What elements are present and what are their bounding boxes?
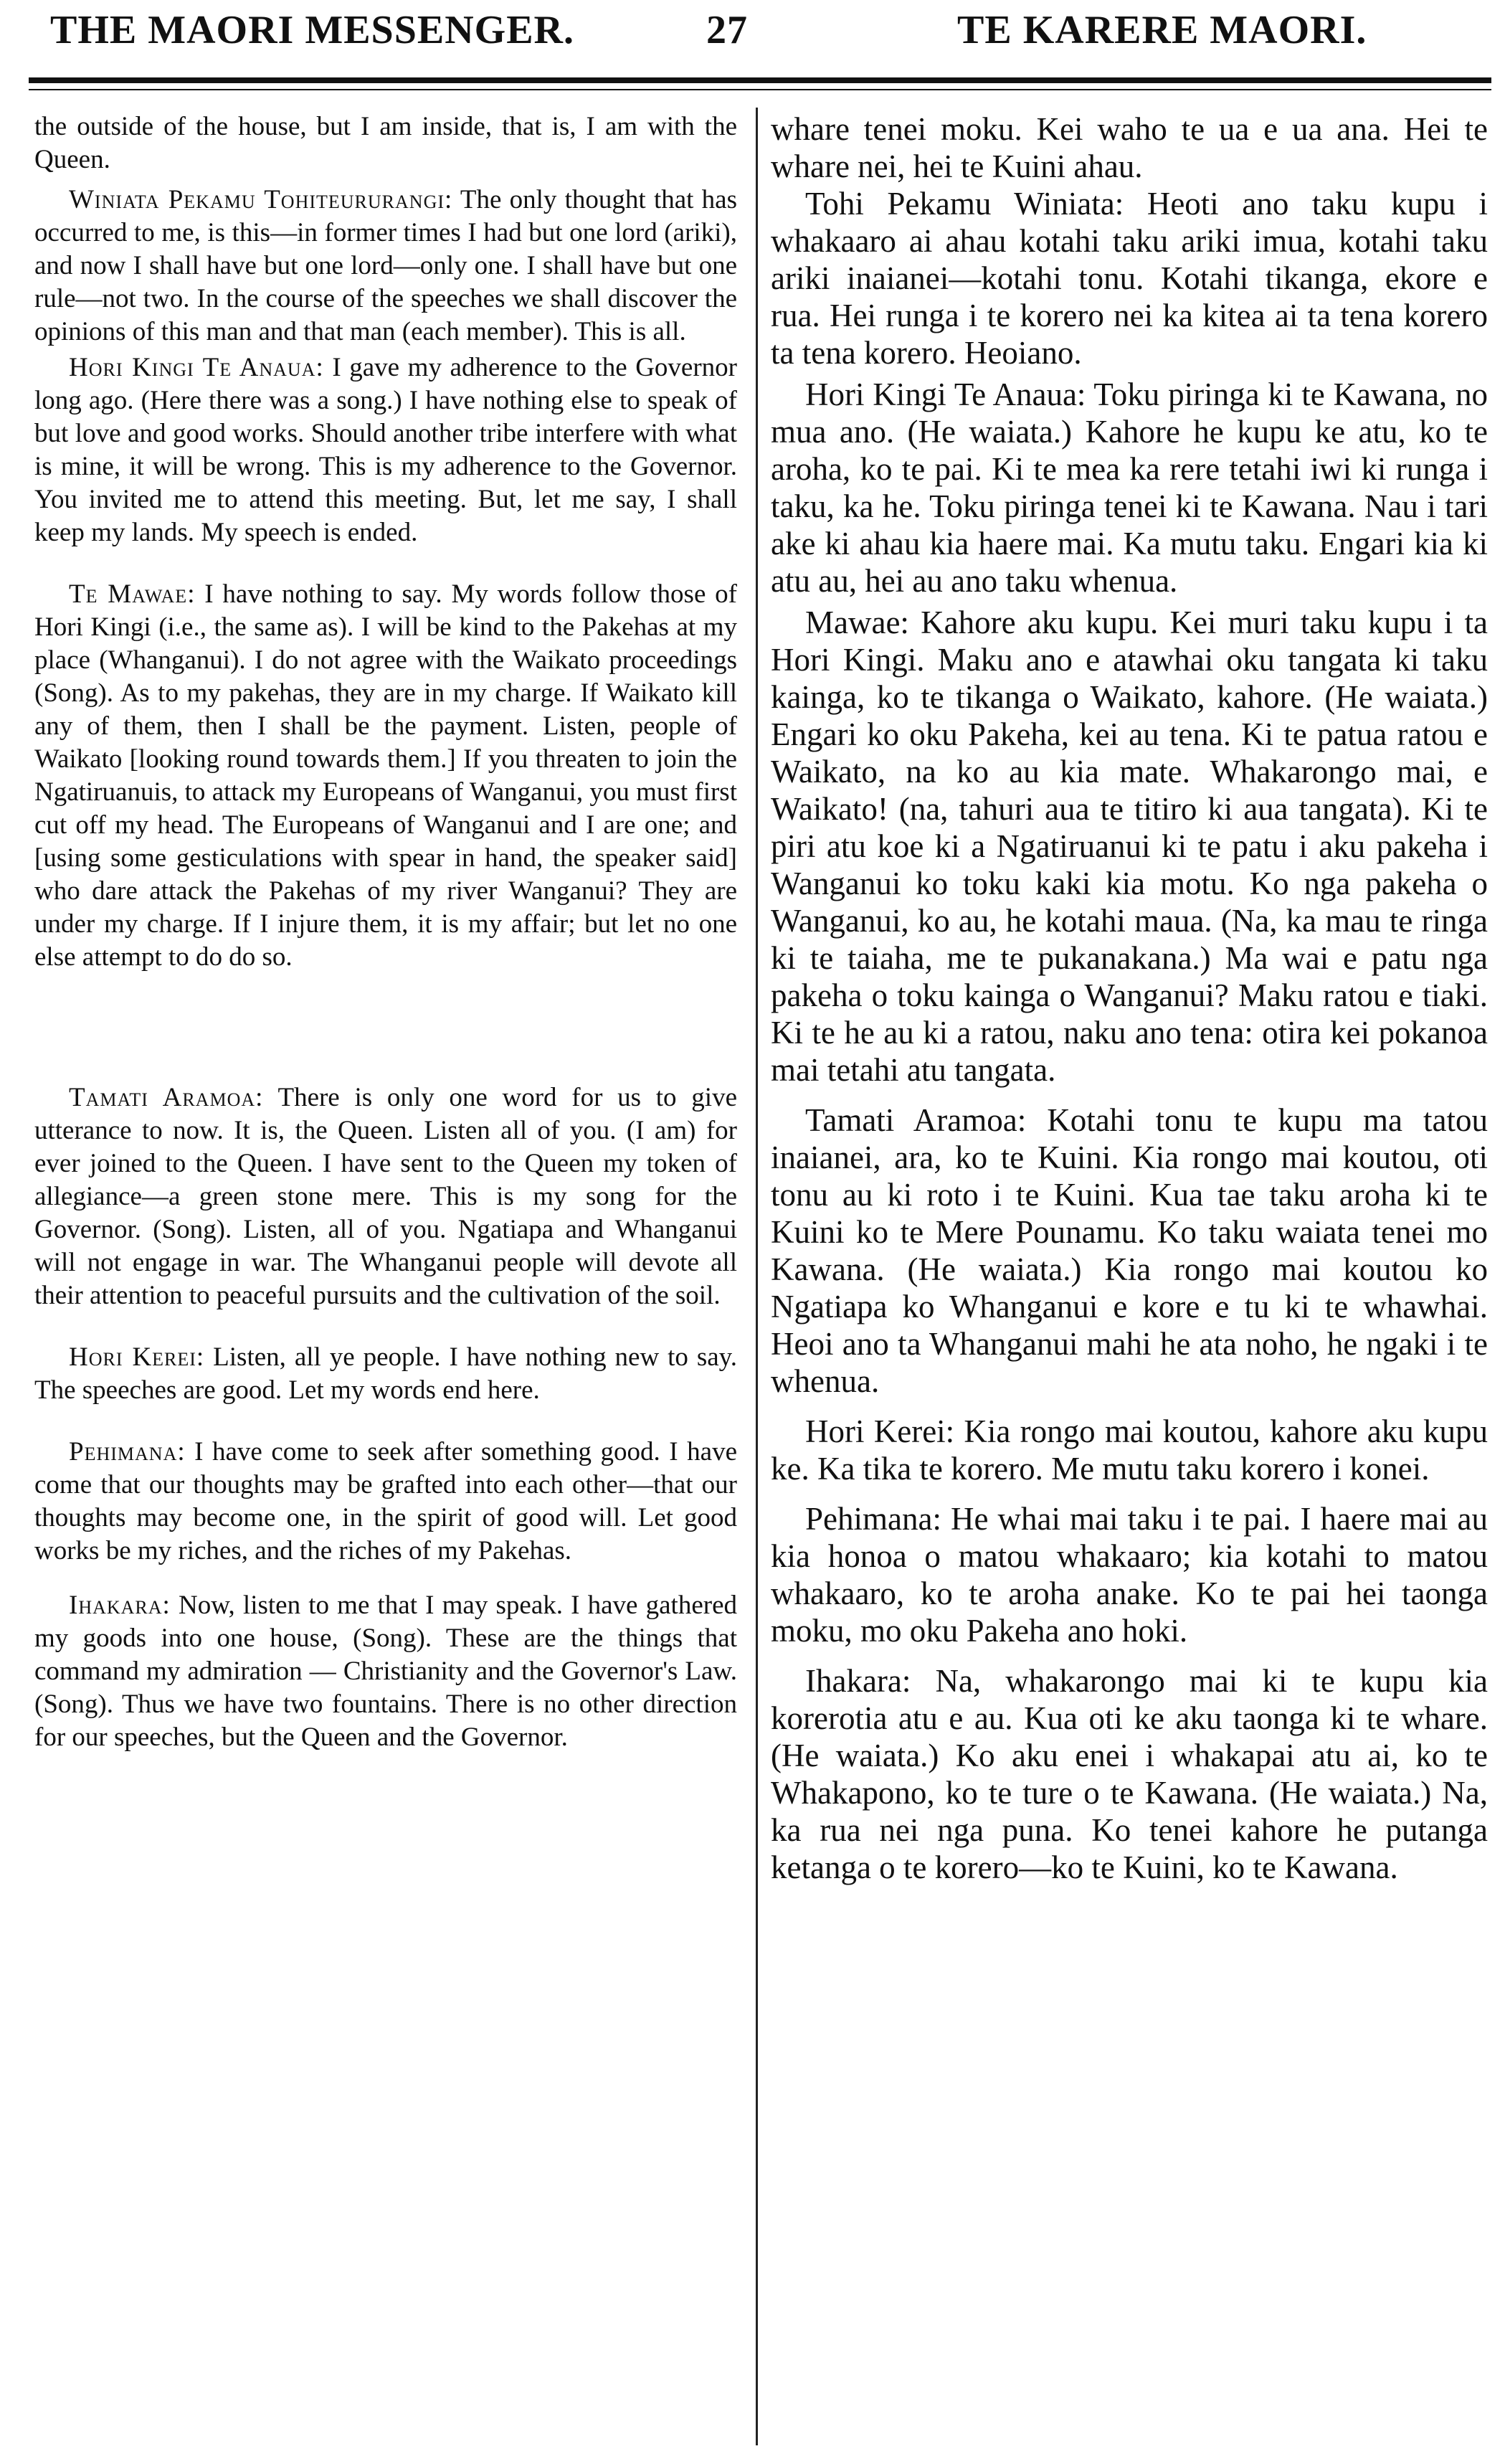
english-speech-hori-kerei [34, 1341, 737, 1407]
maori-speech-mawae: Mawae: Kahore aku kupu. Kei muri taku kupu i ta Hori Kingi. Maku ano e atawhai oku tangata ki taku kainga, ko te tikanga o Waikato, kahore. (He waiata.) Engari ko oku Pakeha, kei au tena. Ki te patua ratou e Waikato, na ko au kia mate. Whakarongo mai, e Waikato! (na, tahuri aua te titiro ki aua tangata). Ki te piri atu koe ki a Ngatiruanui ki te patu i aku pakeha i Wanganui ko toku kaki kia motu. Ko nga pakeha o Wanganui, ko au, he kotahi maua. (Na, ka mau te ringa ki te taiaha, me te pukanakana.) Ma wai e patu nga pakeha o toku kainga o Wanganui? Maku ratou e tiaki. Ki te he au ki a ratou, naku ano tena: otira kei pokanoa mai tetahi atu tangata. [771, 605, 1488, 1088]
maori-paragraph: whare tenei moku. Kei waho te ua e ua ana. Hei te whare nei, hei te Kuini ahau. [771, 111, 1488, 184]
maori-title: TE KARERE MAORI. [957, 8, 1367, 52]
page-header [0, 0, 1505, 86]
page-number: 27 [706, 8, 748, 52]
speaker-name: Tamati Aramoa: [69, 1083, 264, 1112]
maori-speech-ihakara: Ihakara: Na, whakarongo mai ki te kupu kia korerotia atu e au. Kua oti ke aku taonga ki te whare. (He waiata.) Ko aku enei i whakapai atu ai, ko te Whakapono, ko te ture o te Kawana. (He waiata.) Na, ka rua nei nga puna. Ko tenei kahore he putanga ketanga o te korero—ko te Kuini, ko te Kawana. [771, 1663, 1488, 1885]
speaker-name: Ihakara: [69, 1591, 171, 1620]
english-speech-ihakara [34, 1589, 737, 1754]
english-speech-tamati-aramoa [34, 1081, 737, 1312]
english-title: THE MAORI MESSENGER. [50, 8, 574, 52]
speech-text: I gave my adherence to the Governor long ago. (Here there was a song.) I have nothing else to speak of but love and good works. Should another tribe interfere with what is mine, it will be wrong. This is my adherence to the Governor. You invited me to attend this meeting. But, let me say, I shall keep my lands. My speech is ended. [34, 353, 737, 547]
maori-speech-hori-kingi: Hori Kingi Te Anaua: Toku piringa ki te Kawana, no mua ano. (He waiata.) Kahore he kupu ke atu, ko te aroha, ko te pai. Ki te mea ka rere tetahi iwi ki runga i taku, ka he. Toku piringa tenei ki te Kawana. Nau i tari ake ki ahau kia haere mai. Ka mutu taku. Engari kia ki atu au, hei au ano taku whenua. [771, 376, 1488, 599]
maori-speech-tamati-aramoa: Tamati Aramoa: Kotahi tonu te kupu ma tatou inaianei, ara, ko te Kuini. Kia rongo mai koutou, oti tonu au ki roto i te Kuini. Kua tae taku aroha ki te Kuini ko te Mere Pounamu. Ko taku waiata tenei mo Kawana. (He waiata.) Kia rongo mai koutou ko Ngatiapa ko Whanganui e kore e tu ki te whawhai. Heoi ano ta Whanganui mahi he ata noho, he ngaki i te whenua. [771, 1102, 1488, 1399]
maori-speech-pehimana: Pehimana: He whai mai taku i te pai. I haere mai au kia honoa o matou whakaaro; kia kotahi to matou whakaaro, ko te aroha anake. Ko te pai hei taonga moku, mo oku Pakeha ano hoki. [771, 1501, 1488, 1649]
column-divider [756, 108, 758, 2445]
speech-text: The only thought that has occurred to me, is this—in former times I had but one lord (ariki), and now I shall have but one lord—only one. I shall have but one rule—not two. In the course of the speeches we shall discover the opinions of this man and that man (each member). This is all. [34, 185, 737, 346]
english-speech-pehimana [34, 1436, 737, 1568]
speaker-name: Pehimana: [69, 1437, 186, 1466]
speaker-name: Hori Kerei: [69, 1342, 205, 1372]
english-paragraph: the outside of the house, but I am inside, that is, I am with the Queen. [34, 112, 737, 174]
header-rule-thin [29, 89, 1491, 90]
speech-text: I have nothing to say. My words follow those of Hori Kingi (i.e., the same as). I will be kind to the Pakehas at my place (Whanganui). I do not agree with the Waikato proceedings (Song). As to my pakehas, they are in my charge. If Waikato kill any of them, then I shall be the payment. Listen, people of Waikato [looking round towards them.] If you threaten to join the Ngatiruanuis, to attack my Europeans of Wanganui, you must first cut off my head. The Europeans of Wanganui and I are one; and [using some gesticulations with spear in hand, the speaker said] who dare attack the Pakehas of my river Wanganui? They are under my charge. If I injure them, it is my affair; but let no one else attempt to do do so. [34, 579, 737, 972]
maori-speech-hori-kerei: Hori Kerei: Kia rongo mai koutou, kahore aku kupu ke. Ka tika te korero. Me mutu taku korero i konei. [771, 1413, 1488, 1487]
speech-text: There is only one word for us to give utterance to now. It is, the Queen. Listen all of you. (I am) for ever joined to the Queen. I have sent to the Queen my token of allegiance—a green stone mere. This is my song for the Governor. (Song). Listen, all of you. Ngatiapa and Whanganui will not engage in war. The Whanganui people will devote all their attention to peaceful pursuits and the cultivation of the soil. [34, 1083, 737, 1310]
header-rule-thick [29, 77, 1491, 83]
speaker-name: Te Mawae: [69, 579, 196, 609]
english-speech-hori-kingi [34, 351, 737, 549]
speech-text: Listen, all ye people. I have nothing new to say. The speeches are good. Let my words end here. [34, 1342, 738, 1405]
maori-speech-winiata: Tohi Pekamu Winiata: Heoti ano taku kupu i whakaaro ai ahau kotahi taku ariki imua, kotahi taku ariki inaianei—kotahi tonu. Kotahi tikanga, ekore e rua. Hei runga i te korero nei ka kitea ai ta tena korero ta tena korero. Heoiano. [771, 186, 1488, 371]
maori-column [771, 100, 1488, 1886]
speech-text: Now, listen to me that I may speak. I have gathered my goods into one house, (Song). These are the things that command my admiration — Christianity and the Governor's Law. (Song). Thus we have two fountains. There is no other direction for our speeches, but the Queen and the Governor. [34, 1591, 737, 1752]
english-column [34, 100, 737, 1754]
english-speech-te-mawae [34, 578, 737, 974]
speech-text: I have come to seek after something good. I have come that our thoughts may be grafted into each other—that our thoughts may become one, in the spirit of good will. Let good works be my riches, and the riches of my Pakehas. [34, 1437, 737, 1565]
speaker-name: Hori Kingi Te Anaua: [69, 353, 324, 382]
english-speech-winiata [34, 184, 737, 349]
speaker-name: Winiata Pekamu Tohiteururangi: [69, 185, 453, 214]
